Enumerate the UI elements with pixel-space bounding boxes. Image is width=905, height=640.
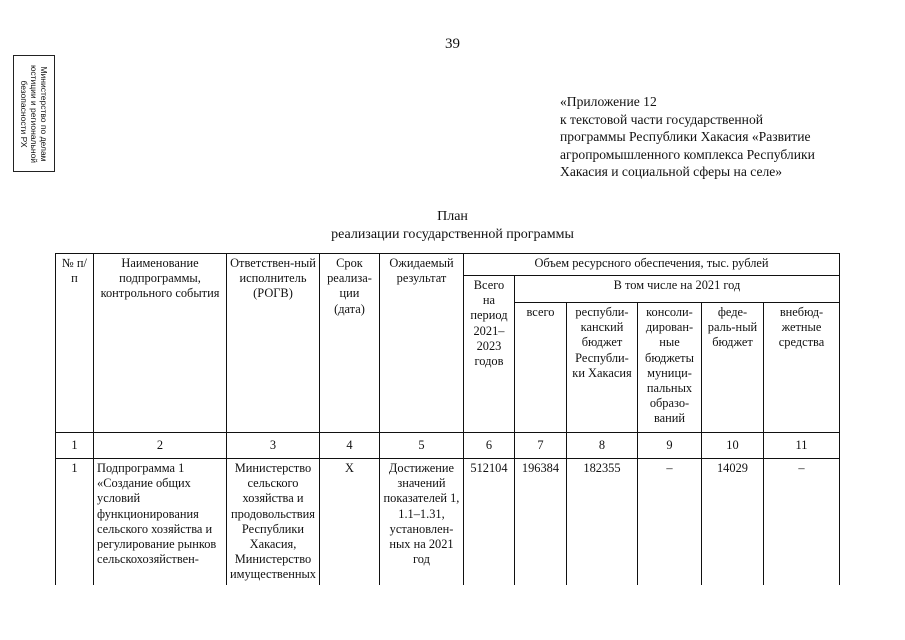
header-responsible: Ответствен-ный исполнитель (РОГВ) <box>227 254 320 433</box>
column-number: 5 <box>379 433 463 459</box>
stamp-line: юстиции и региональной <box>29 64 39 163</box>
header-result: Ожидаемый результат <box>379 254 463 433</box>
page-number: 39 <box>445 36 460 52</box>
column-numbers-row <box>56 433 840 459</box>
row-result: Достижение значений показателей 1, 1.1–1.31, установлен-ных на 2021 год <box>379 459 463 585</box>
row-extra: – <box>763 459 839 585</box>
column-number: 1 <box>56 433 94 459</box>
column-number: 6 <box>463 433 514 459</box>
appendix-line: к текстовой части государственной <box>560 111 764 127</box>
header-federal: феде-раль-ный бюджет <box>701 303 763 433</box>
row-responsible: Министерство сельского хозяйства и продовольствия Республики Хакасия, Министерство имущественных <box>227 459 320 585</box>
document-title <box>0 208 905 244</box>
row-municipal: – <box>637 459 701 585</box>
header-all: всего <box>514 303 566 433</box>
header-row <box>56 254 840 276</box>
stamp-line: Министерство по делам <box>39 65 49 162</box>
title-line-2: реализации государственной программы <box>331 227 574 242</box>
header-num: № п/п <box>56 254 94 433</box>
registration-stamp <box>13 55 55 172</box>
plan-table-container <box>55 253 840 585</box>
appendix-line: «Приложение 12 <box>560 94 657 109</box>
row-republic: 182355 <box>566 459 637 585</box>
header-total: Всего на период 2021–2023 годов <box>463 276 514 433</box>
appendix-line: Хакасия и социальной сферы на селе» <box>560 164 783 179</box>
appendix-note <box>560 93 860 181</box>
header-republic: республи-канский бюджет Республи-ки Хакасия <box>566 303 637 433</box>
row-federal: 14029 <box>701 459 763 585</box>
stamp-text <box>19 64 49 162</box>
row-total: 512104 <box>463 459 514 585</box>
column-number: 3 <box>227 433 320 459</box>
header-name: Наименование подпрограммы, контрольного события <box>94 254 227 433</box>
column-number: 4 <box>319 433 379 459</box>
header-municipal: консоли-дирован-ные бюджеты муници-пальных образо-ваний <box>637 303 701 433</box>
column-number: 2 <box>94 433 227 459</box>
column-number: 10 <box>701 433 763 459</box>
plan-table <box>55 253 840 585</box>
column-number: 8 <box>566 433 637 459</box>
table-row <box>56 459 840 585</box>
column-number: 11 <box>763 433 839 459</box>
row-name: Подпрограмма 1 «Создание общих условий функционирования сельского хозяйства и регулирование рынков сельскохозяйствен- <box>94 459 227 585</box>
header-including: В том числе на 2021 год <box>514 276 839 303</box>
column-number: 7 <box>514 433 566 459</box>
appendix-line: программы Республики Хакасия «Развитие <box>560 129 811 144</box>
header-volume: Объем ресурсного обеспечения, тыс. рублей <box>463 254 839 276</box>
row-term: Х <box>319 459 379 585</box>
header-term: Срок реализа-ции (дата) <box>319 254 379 433</box>
column-number: 9 <box>637 433 701 459</box>
title-line-1: План <box>437 209 468 224</box>
appendix-line: агропромышленного комплекса Республики <box>560 146 815 162</box>
header-extra: внебюд-жетные средства <box>763 303 839 433</box>
row-num: 1 <box>56 459 94 585</box>
stamp-line: безопасности РХ <box>19 79 29 148</box>
row-all: 196384 <box>514 459 566 585</box>
